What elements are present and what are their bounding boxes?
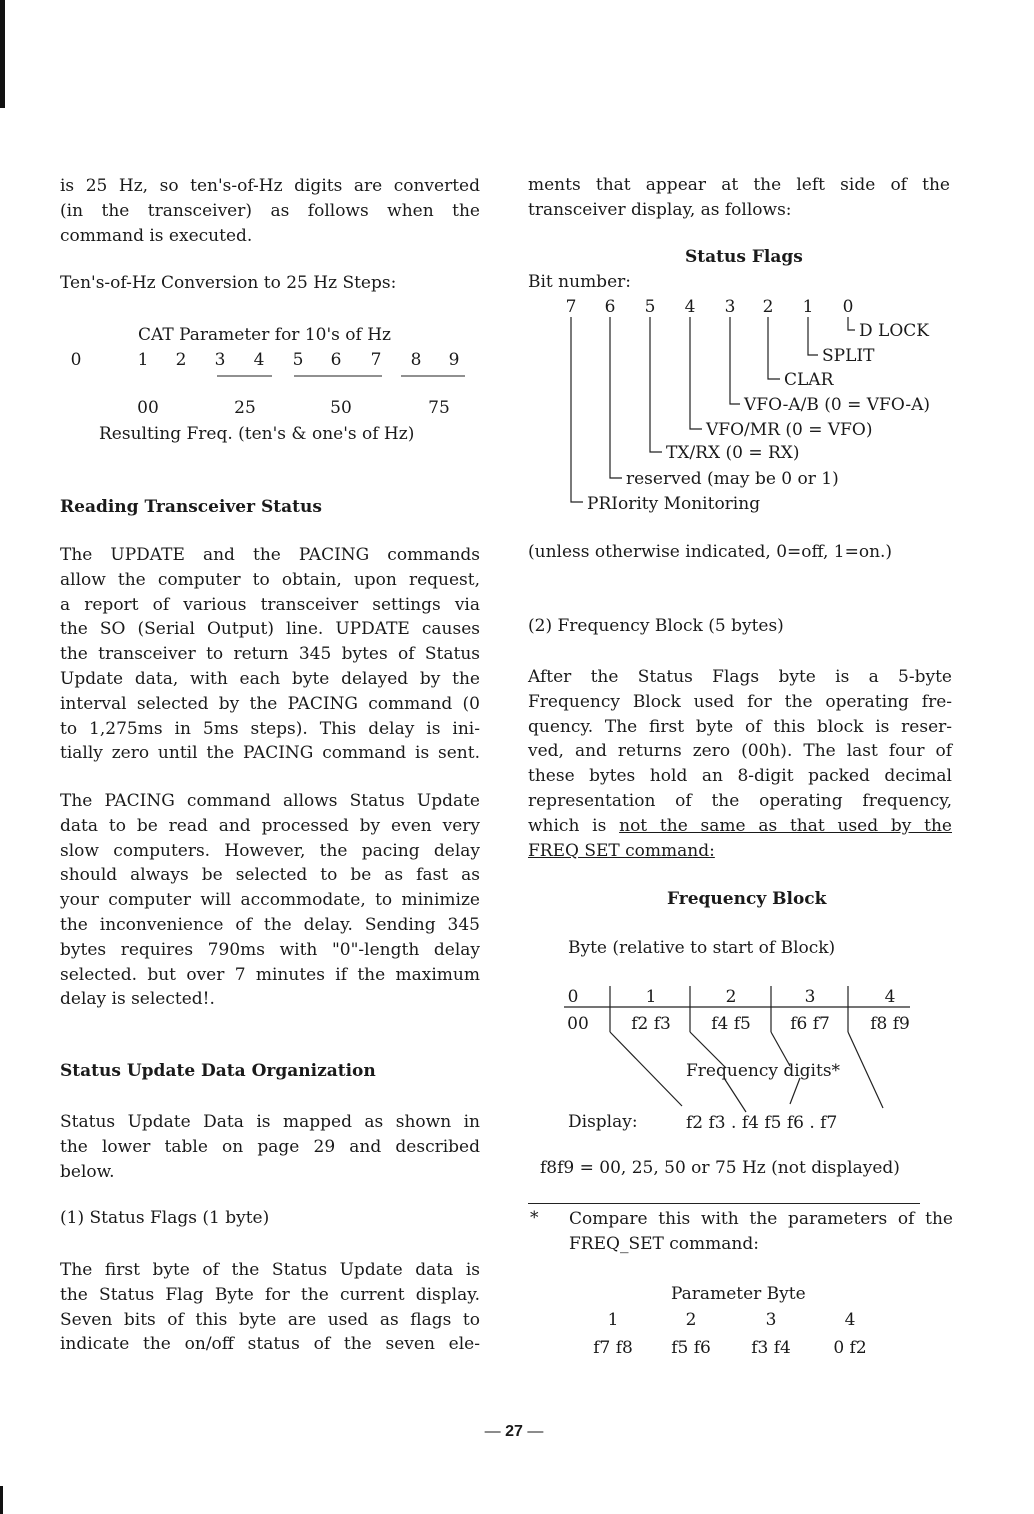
bit-number-label: Bit number: — [528, 272, 631, 292]
flag-reserved: reserved (may be 0 or 1) — [626, 469, 839, 489]
bit-number: 7 — [565, 297, 577, 317]
param-number: 2 — [685, 1310, 697, 1330]
org-paragraph: Status Update Data is mapped as shown in the lower table on page 29 and described below. — [60, 1112, 480, 1182]
cat-digit: 0 — [70, 350, 82, 370]
footnote-text: Compare this with the parameters of the FREQ_SET command: — [569, 1209, 953, 1254]
cat-digit: 1 — [137, 350, 149, 370]
scan-edge-mark — [0, 0, 5, 108]
reading-paragraph: The UPDATE and the PACING commands allow the computer to obtain, upon request, a report of various transceiver settings via the SO (Serial Output) line. UPDATE causes the transceiver to return 345 bytes of Status Update data, with each byte delayed by the interval selected by the PACING command (0 to 1,275ms in 5ms steps). This delay is ini- tially zero until the PACING command is sent. — [60, 545, 480, 764]
byte-values — [567, 1014, 910, 1034]
reading-heading: Reading Transceiver Status — [60, 497, 322, 517]
status-flags-title: Status Flags — [685, 247, 803, 267]
cat-digit: 6 — [330, 350, 342, 370]
cat-param-label: CAT Parameter for 10's of Hz — [138, 325, 391, 345]
flag-tx-rx: TX/RX (0 = RX) — [666, 443, 800, 463]
flag-d-lock: D LOCK — [859, 321, 929, 341]
freq-item: (2) Frequency Block (5 bytes) — [528, 616, 784, 636]
param-numbers — [608, 1310, 856, 1330]
flag-vfo-mr: VFO/MR (0 = VFO) — [706, 420, 873, 440]
byte-value: f6 f7 — [790, 1014, 830, 1034]
scan-edge-mark — [0, 1486, 3, 1514]
param-value: f5 f6 — [671, 1338, 711, 1358]
conversion-title: Ten's-of-Hz Conversion to 25 Hz Steps: — [60, 273, 397, 293]
result-value: 50 — [330, 398, 352, 418]
cat-digit: 8 — [410, 350, 422, 370]
result-value: 25 — [234, 398, 256, 418]
cat-digit: 5 — [292, 350, 304, 370]
display-value: f2 f3 . f4 f5 f6 . f7 — [686, 1113, 838, 1133]
cat-digit: 2 — [175, 350, 187, 370]
cat-digit: 4 — [253, 350, 265, 370]
cat-digits — [71, 350, 460, 370]
page-number: — 27 — — [484, 1423, 544, 1440]
byte-value: f2 f3 — [631, 1014, 671, 1034]
right-intro: ments that appear at the left side of the transceiver display, as follows: — [528, 175, 950, 220]
display-label: Display: — [568, 1112, 638, 1132]
param-value: f7 f8 — [593, 1338, 633, 1358]
conversion-table — [60, 318, 480, 448]
byte-number: 1 — [645, 987, 657, 1007]
pacing-paragraph: The PACING command allows Status Update data to be read and processed by even very slow computers. However, the pacing delay should always be selected to be as fast as your computer will accommodate, to minimize the inconvenience of the delay. Sending 345 bytes requires 790ms with "0"-length delay selected. but over 7 minutes if the maximum delay is selected!. — [60, 791, 480, 1010]
parameter-byte-table — [560, 1280, 900, 1375]
status-flags-diagram — [528, 290, 968, 520]
flags-item: (1) Status Flags (1 byte) — [60, 1208, 270, 1228]
flag-clar: CLAR — [784, 370, 834, 390]
bit-number: 3 — [724, 297, 736, 317]
byte-value: f8 f9 — [870, 1014, 910, 1034]
param-number: 3 — [765, 1310, 777, 1330]
byte-value: f4 f5 — [711, 1014, 751, 1034]
bit-number: 1 — [802, 297, 814, 317]
flags-paragraph: The first byte of the Status Update data is the Status Flag Byte for the current display. Seven bits of this byte are used as flags to indicate the on/off status of the seven ele- — [60, 1260, 480, 1355]
flag-split: SPLIT — [822, 346, 875, 366]
bit-number: 6 — [604, 297, 616, 317]
byte-number: 2 — [725, 987, 737, 1007]
param-values — [593, 1338, 866, 1358]
footnote-star: * — [530, 1208, 539, 1228]
freq-digits-label: Frequency digits* — [686, 1061, 841, 1081]
freq-block-title: Frequency Block — [667, 889, 827, 909]
byte-number: 0 — [567, 987, 579, 1007]
param-number: 4 — [844, 1310, 856, 1330]
result-values — [137, 398, 450, 418]
result-label: Resulting Freq. (ten's & one's of Hz) — [99, 424, 415, 444]
left-intro: is 25 Hz, so ten's-of-Hz digits are converted (in the transceiver) as follows when the command is executed. — [60, 176, 480, 246]
bit-number: 0 — [842, 297, 854, 317]
bit-number: 5 — [644, 297, 656, 317]
bit-number: 4 — [684, 297, 696, 317]
flags-note: (unless otherwise indicated, 0=off, 1=on.) — [528, 542, 893, 562]
flag-priority: PRIority Monitoring — [587, 494, 761, 514]
bit-numbers — [566, 297, 854, 317]
byte-value: 00 — [567, 1014, 589, 1034]
byte-number: 3 — [804, 987, 816, 1007]
param-value: f3 f4 — [751, 1338, 791, 1358]
freq-paragraph: After the Status Flags byte is a 5-byte Frequency Block used for the operating fre- quency. The first byte of this block is reser- ved, and returns zero (00h). The last four of these bytes hold an 8-digit packed decimal representation of the operating frequency, which is not the same as that used by the FREQ SET command: — [528, 667, 952, 861]
byte-label: Byte (relative to start of Block) — [568, 938, 836, 958]
cat-digit: 7 — [370, 350, 382, 370]
flag-labels — [587, 321, 930, 514]
cat-digit: 9 — [448, 350, 460, 370]
byte-number: 4 — [884, 987, 896, 1007]
frequency-block-diagram — [528, 980, 952, 1150]
result-value: 75 — [428, 398, 450, 418]
flag-vfo-ab: VFO-A/B (0 = VFO-A) — [744, 395, 931, 415]
param-number: 1 — [607, 1310, 619, 1330]
cat-digit: 3 — [214, 350, 226, 370]
param-byte-label: Parameter Byte — [671, 1284, 806, 1304]
byte-numbers — [568, 987, 896, 1007]
result-value: 00 — [137, 398, 159, 418]
param-value: 0 f2 — [833, 1338, 867, 1358]
footnote-rule — [528, 1203, 920, 1204]
f8f9-note: f8f9 = 00, 25, 50 or 75 Hz (not displayed) — [540, 1158, 900, 1178]
bit-number: 2 — [762, 297, 774, 317]
org-heading: Status Update Data Organization — [60, 1061, 376, 1081]
